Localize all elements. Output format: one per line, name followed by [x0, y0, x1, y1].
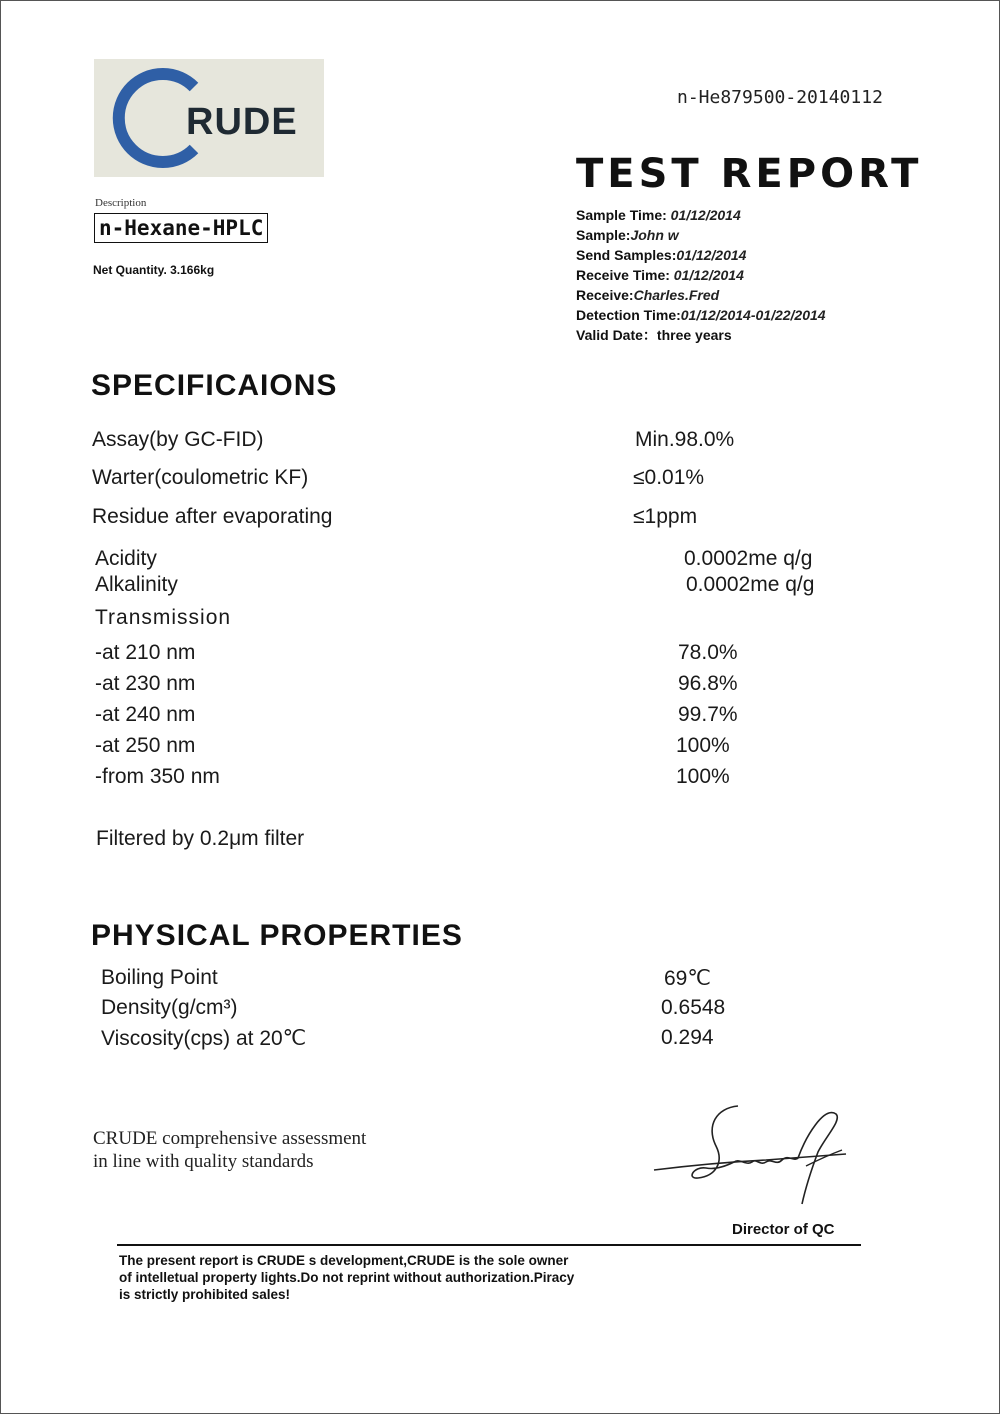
specifications-title: SPECIFICAIONS — [91, 369, 338, 402]
spec-label: Alkalinity — [95, 573, 178, 596]
meta-row-sample-time: Sample Time: 01/12/2014 — [576, 207, 741, 223]
spec-value: 78.0% — [678, 641, 738, 664]
meta-row-receive: Receive:Charles.Fred — [576, 287, 720, 303]
signature-image — [646, 1096, 856, 1211]
property-label: Density(g/cm³) — [101, 996, 238, 1019]
property-label: Boiling Point — [101, 966, 218, 989]
spec-label: -from 350 nm — [95, 765, 220, 788]
divider-line — [117, 1244, 719, 1246]
spec-value: Min.98.0% — [635, 428, 735, 451]
spec-label: Assay(by GC-FID) — [92, 428, 264, 451]
spec-value: 96.8% — [678, 672, 738, 695]
property-value: 69℃ — [664, 967, 711, 990]
report-title: TEST REPORT — [576, 151, 923, 197]
director-of-qc-label: Director of QC — [732, 1221, 835, 1238]
spec-value: 99.7% — [678, 703, 738, 726]
spec-value: ≤1ppm — [633, 505, 698, 528]
crude-logo — [94, 59, 324, 177]
meta-row-receive-time: Receive Time: 01/12/2014 — [576, 267, 744, 283]
physical-properties-title: PHYSICAL PROPERTIES — [91, 919, 463, 952]
spec-label: -at 210 nm — [95, 641, 196, 664]
meta-row-detection-time: Detection Time:01/12/2014-01/22/2014 — [576, 307, 826, 323]
meta-row-sample: Sample:John w — [576, 227, 679, 243]
filter-note: Filtered by 0.2μm filter — [96, 827, 305, 850]
description-label: Description — [95, 197, 147, 209]
property-value: 0.294 — [661, 1026, 714, 1049]
report-meta — [576, 205, 826, 345]
net-quantity: Net Quantity. 3.166kg — [93, 263, 215, 277]
spec-label: Acidity — [95, 547, 157, 570]
spec-label: Transmission — [95, 606, 232, 629]
spec-label: Residue after evaporating — [92, 505, 333, 528]
spec-value: 100% — [676, 765, 730, 788]
spec-label: Warter(coulometric KF) — [92, 466, 309, 489]
spec-label: -at 250 nm — [95, 734, 196, 757]
product-name: n-Hexane-HPLC — [94, 213, 268, 243]
meta-row-valid-date: Valid Date：three years — [576, 327, 732, 343]
report-id: n-He879500-20140112 — [677, 87, 883, 108]
disclaimer: The present report is CRUDE s development,CRUDE is the sole owner of intelletual property lights.Do not reprint without authorization.Piracy is strictly prohibited sales! — [119, 1253, 575, 1302]
spec-value: ≤0.01% — [633, 466, 705, 489]
assessment-note: CRUDE comprehensive assessment in line with quality standards — [93, 1128, 367, 1172]
spec-value: 0.0002me q/g — [684, 547, 813, 570]
meta-row-send-samples: Send Samples:01/12/2014 — [576, 247, 747, 263]
spec-label: -at 230 nm — [95, 672, 196, 695]
spec-value: 0.0002me q/g — [686, 573, 815, 596]
signature-line — [719, 1244, 861, 1246]
property-value: 0.6548 — [661, 996, 726, 1019]
logo-text: RUDE — [186, 101, 298, 143]
spec-value: 100% — [676, 734, 730, 757]
spec-label: -at 240 nm — [95, 703, 196, 726]
property-label: Viscosity(cps) at 20℃ — [101, 1027, 307, 1050]
